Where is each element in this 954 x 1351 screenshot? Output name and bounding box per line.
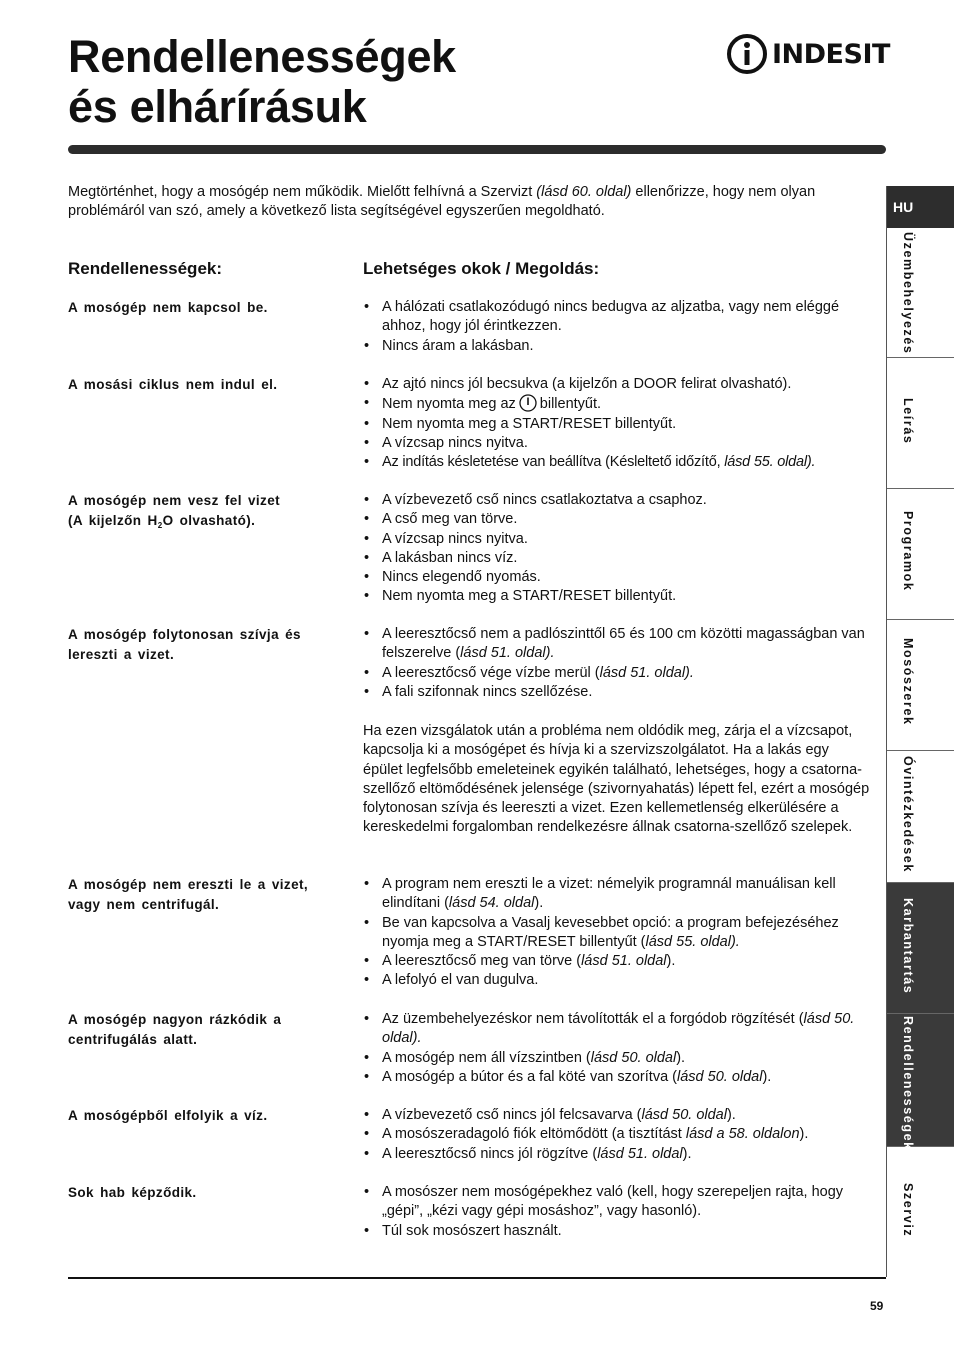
problem-text: A mosógépből elfolyik a víz. xyxy=(68,1108,268,1123)
solution-item: • Az indítás késletetése van beállítva (Késleltető időzítő, lásd 55. oldal). xyxy=(363,453,871,472)
solution-item: • A fali szifonnak nincs szellőzése. xyxy=(363,683,871,702)
solution-list xyxy=(363,1106,871,1164)
problem-text: A mosógép nem vesz fel vizet (A kijelzőn $H_2O$ olvasható). xyxy=(68,493,281,530)
sidebar-tab-ovintezkedesek[interactable]: Óvintézkedések xyxy=(887,751,954,883)
problem-text: A mosógép folytonosan szívja és lereszti a vizet. xyxy=(68,627,301,662)
solution-item: • A hálózati csatlakozódugó nincs bedugva az aljzatba, vagy nem eléggé ahhoz, hogy jól érintkezzen. xyxy=(363,298,871,337)
brand-name: INDESIT xyxy=(772,38,890,70)
solution-item: • A mosószeradagoló fiók eltömődött (a tisztítást lásd a 58. oldalon). xyxy=(363,1125,871,1144)
language-badge: HU xyxy=(887,186,954,228)
solution-item: • A lakásban nincs víz. xyxy=(363,549,871,568)
solution-item: • A leeresztőcső meg van törve (lásd 51. oldal). xyxy=(363,952,871,971)
title-line-2: és elhárírásuk xyxy=(68,81,367,132)
brand-logo xyxy=(726,34,890,74)
solution-list xyxy=(363,625,871,702)
solution-item: • A vízbevezető cső nincs csatlakoztatva a csaphoz. xyxy=(363,491,871,510)
solution-item: • A leeresztőcső nincs jól rögzítve (lásd 51. oldal). xyxy=(363,1145,871,1164)
solution-list xyxy=(363,1183,871,1241)
intro-ref: (lásd 60. oldal) xyxy=(536,184,632,200)
problem-text: A mosógép nagyon rázkódik a centrifugálás alatt. xyxy=(68,1012,282,1047)
solution-item: • A mosógép nem áll vízszintben (lásd 50. oldal). xyxy=(363,1049,871,1068)
solution-item: • A vízbevezető cső nincs jól felcsavarva (lásd 50. oldal). xyxy=(363,1106,871,1125)
solution-item: • A program nem ereszti le a vizet: némelyik programnál manuálisan kell elindítani (lásd 54. oldal). xyxy=(363,875,871,914)
column-heading-solutions: Lehetséges okok / Megoldás: xyxy=(363,259,600,278)
sidebar-tab-uzembehelyezes[interactable]: Üzembehelyezés xyxy=(887,228,954,358)
solution-item: • A lefolyó el van dugulva. xyxy=(363,971,871,990)
intro-paragraph: Megtörténhet, hogy a mosógép nem működik. Mielőtt felhívná a Szervizt (lásd 60. oldal) ellenőrizze, hogy nem olyan problémáról van szó, amely a következő lista segítségével egyszerűen megoldható. xyxy=(68,184,816,219)
siphon-note-paragraph: Ha ezen vizsgálatok után a probléma nem oldódik meg, zárja el a vízcsapot, kapcsolja ki a mosógépet és hívja ki a szervizszolgálatot. Ha a lakás egy épület legfelsőbb emeleteinek egyikén található, lehetséges, hogy a csatorna-szellőző eltömődésének jelensége (szivornyahatás) lépett fel, ezért a mosógép folytonosan szívja és leereszti a vizet. Ezen kellemetlenség elkerülésére a kereskedelmi forgalomban rendelkezésre állnak csatorna-szellőző szelepek. xyxy=(363,723,870,836)
header-divider xyxy=(68,145,886,154)
sidebar-tab-programok[interactable]: Programok xyxy=(887,489,954,620)
problem-text: A mosógép nem kapcsol be. xyxy=(68,300,268,315)
power-button-icon xyxy=(518,394,538,412)
problem-text: Sok hab képződik. xyxy=(68,1185,197,1200)
footer-divider xyxy=(68,1277,886,1279)
solution-item: • Túl sok mosószert használt. xyxy=(363,1222,871,1241)
column-heading-problems: Rendellenességek: xyxy=(68,259,223,278)
solution-item: • Nem nyomta meg a START/RESET billentyűt. xyxy=(363,587,871,606)
solution-item: • A leeresztőcső nem a padlószinttől 65 és 100 cm közötti magasságban van felszerelve (lásd 51. oldal). xyxy=(363,625,871,664)
page-title xyxy=(68,32,456,132)
indesit-logo-icon xyxy=(726,33,768,75)
title-line-1: Rendellenességek xyxy=(68,31,456,82)
solution-item: • Az üzembehelyezéskor nem távolították el a forgódob rögzítését (lásd 50. oldal). xyxy=(363,1010,871,1049)
problem-text: A mosási ciklus nem indul el. xyxy=(68,377,278,392)
solution-item: • A mosógép a bútor és a fal köté van szorítva (lásd 50. oldal). xyxy=(363,1068,871,1087)
problem-text: A mosógép nem ereszti le a vizet, vagy nem centrifugál. xyxy=(68,877,309,912)
solution-item: • Nincs elegendő nyomás. xyxy=(363,568,871,587)
sidebar-tab-szerviz[interactable]: Szerviz xyxy=(901,1183,915,1238)
solution-item: • A mosószer nem mosógépekhez való (kell, hogy szerepeljen rajta, hogy „gépi”, „kézi vagy gépi mosáshoz”, vagy hasonló). xyxy=(363,1183,871,1222)
solution-list xyxy=(363,1010,871,1087)
solution-item: • A vízcsap nincs nyitva. xyxy=(363,434,871,453)
solution-item: • A leeresztőcső vége vízbe merül (lásd 51. oldal). xyxy=(363,664,871,683)
solution-item: • Nem nyomta meg a START/RESET billentyűt. xyxy=(363,415,871,434)
solution-item: • A vízcsap nincs nyitva. xyxy=(363,530,871,549)
solution-list xyxy=(363,298,871,356)
solution-item: • Az ajtó nincs jól becsukva (a kijelzőn a DOOR felirat olvasható). xyxy=(363,375,871,394)
solution-list xyxy=(363,491,871,607)
sidebar-tab-mososzerek[interactable]: Mosószerek xyxy=(887,620,954,751)
page-number: 59 xyxy=(870,1299,884,1313)
solution-item: • Nincs áram a lakásban. xyxy=(363,337,871,356)
solution-list xyxy=(363,875,871,991)
sidebar-tab-leiras[interactable]: Leírás xyxy=(887,358,954,489)
solution-list xyxy=(363,375,871,472)
solution-item: • Nem nyomta meg az billentyűt. xyxy=(363,394,871,414)
sidebar-tab-rendellenessegek[interactable]: Rendellenességek xyxy=(887,1014,954,1147)
solution-item: • A cső meg van törve. xyxy=(363,510,871,529)
solution-item: • Be van kapcsolva a Vasalj kevesebbet opció: a program befejezéséhez nyomja meg a START/RESET billentyűt (lásd 55. oldal). xyxy=(363,914,871,953)
sidebar-tab-karbantartas[interactable]: Karbantartás xyxy=(887,883,954,1014)
